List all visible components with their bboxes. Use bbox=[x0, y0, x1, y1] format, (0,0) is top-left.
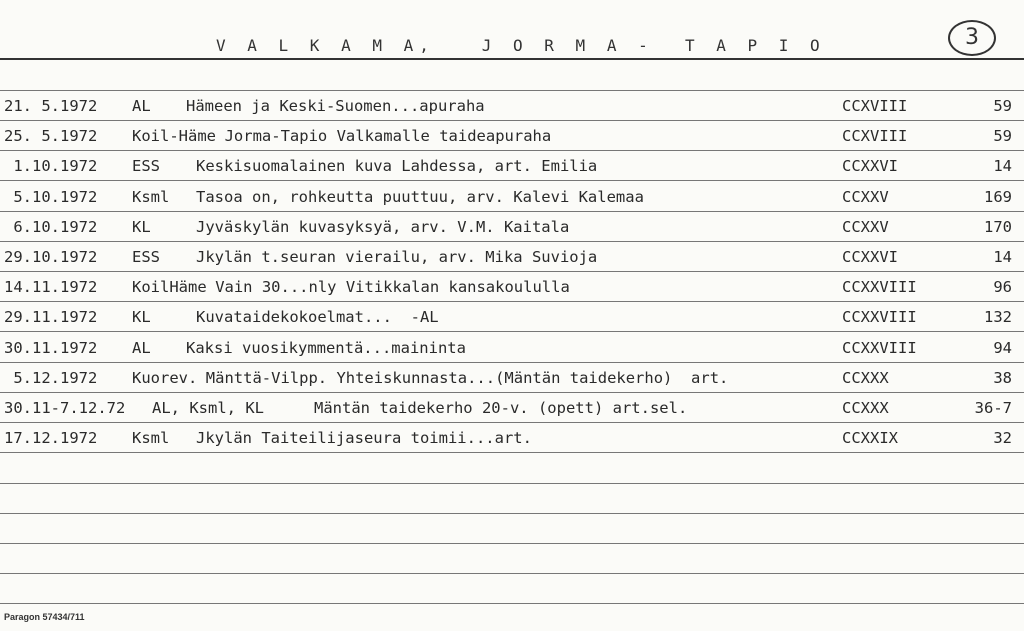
entry-date: 29.10.1972 bbox=[4, 248, 98, 266]
entry-text: Jkylän Taiteilijaseura toimii...art. bbox=[196, 429, 532, 447]
entry-page: 132 bbox=[984, 308, 1012, 326]
entry-text: Jyväskylän kuvasyksyä, arv. V.M. Kaitala bbox=[196, 218, 570, 236]
entry-volume: CCXXVIII bbox=[842, 308, 917, 326]
entry-text: Tasoa on, rohkeutta puuttuu, arv. Kalevi Kalemaa bbox=[196, 188, 644, 206]
entry-page: 96 bbox=[993, 278, 1012, 296]
entry-volume: CCXXIX bbox=[842, 429, 898, 447]
entry-volume: CCXXX bbox=[842, 399, 889, 417]
entry-page: 14 bbox=[993, 248, 1012, 266]
entry-page: 32 bbox=[993, 429, 1012, 447]
entry-page: 59 bbox=[993, 127, 1012, 145]
entry-text: Kaksi vuosikymmentä...maininta bbox=[186, 339, 466, 357]
entry-volume: CCXXVI bbox=[842, 248, 898, 266]
table-row bbox=[0, 152, 1024, 182]
table-row bbox=[0, 92, 1024, 122]
entry-page: 169 bbox=[984, 188, 1012, 206]
print-mark: Paragon 57434/711 bbox=[4, 612, 85, 622]
entry-source: ESS bbox=[132, 248, 160, 266]
entry-date: 5.10.1972 bbox=[4, 188, 98, 206]
entry-text: Mänttä-Vilpp. Yhteiskunnasta...(Mäntän taidekerho) art. bbox=[205, 369, 729, 387]
entry-source: KoilHäme bbox=[132, 278, 207, 296]
row-rule bbox=[0, 331, 1024, 332]
entry-source: Ksml bbox=[132, 429, 170, 447]
table-row bbox=[0, 122, 1024, 152]
entry-text: Kuvataidekokoelmat... -AL bbox=[196, 308, 439, 326]
empty-rule bbox=[0, 573, 1024, 574]
table-row bbox=[0, 183, 1024, 213]
table-row bbox=[0, 273, 1024, 303]
entry-page: 170 bbox=[984, 218, 1012, 236]
entry-volume: CCXVIII bbox=[842, 97, 908, 115]
table-row bbox=[0, 394, 1024, 424]
entry-page: 36-7 bbox=[974, 399, 1012, 417]
entry-text: Jkylän t.seuran vierailu, arv. Mika Suvioja bbox=[196, 248, 598, 266]
entry-source: AL, Ksml, KL bbox=[152, 399, 264, 417]
entry-text: Hämeen ja Keski-Suomen...apuraha bbox=[186, 97, 485, 115]
header-rule bbox=[0, 58, 1024, 60]
entry-volume: CCXXVI bbox=[842, 157, 898, 175]
row-rule bbox=[0, 362, 1024, 363]
entry-date: 17.12.1972 bbox=[4, 429, 98, 447]
entry-source: Koil-Häme bbox=[132, 127, 216, 145]
row-rule bbox=[0, 271, 1024, 272]
entry-text: Jorma-Tapio Valkamalle taideapuraha bbox=[224, 127, 552, 145]
table-row bbox=[0, 334, 1024, 364]
entry-source: Kuorev. bbox=[132, 369, 198, 387]
row-rule bbox=[0, 120, 1024, 121]
entry-date: 25. 5.1972 bbox=[4, 127, 98, 145]
entry-text: Vain 30...nly Vitikkalan kansakoululla bbox=[215, 278, 570, 296]
entry-volume: CCXVIII bbox=[842, 127, 908, 145]
table-row bbox=[0, 424, 1024, 454]
empty-rule bbox=[0, 483, 1024, 484]
entry-page: 38 bbox=[993, 369, 1012, 387]
table-row bbox=[0, 243, 1024, 273]
empty-rule bbox=[0, 543, 1024, 544]
entry-date: 29.11.1972 bbox=[4, 308, 98, 326]
row-rule bbox=[0, 452, 1024, 453]
entry-source: KL bbox=[132, 308, 151, 326]
entry-date: 30.11-7.12.72 bbox=[4, 399, 126, 417]
entry-volume: CCXXV bbox=[842, 218, 889, 236]
entry-date: 5.12.1972 bbox=[4, 369, 98, 387]
row-rule bbox=[0, 241, 1024, 242]
row-rule bbox=[0, 301, 1024, 302]
entry-page: 59 bbox=[993, 97, 1012, 115]
empty-rule bbox=[0, 603, 1024, 604]
table-row bbox=[0, 213, 1024, 243]
entry-source: AL bbox=[132, 339, 151, 357]
header-rule-secondary bbox=[0, 90, 1024, 91]
table-row bbox=[0, 303, 1024, 333]
entry-date: 30.11.1972 bbox=[4, 339, 98, 357]
row-rule bbox=[0, 211, 1024, 212]
row-rule bbox=[0, 392, 1024, 393]
entry-text: Mäntän taidekerho 20-v. (opett) art.sel. bbox=[314, 399, 688, 417]
entry-source: AL bbox=[132, 97, 151, 115]
row-rule bbox=[0, 150, 1024, 151]
empty-rule bbox=[0, 513, 1024, 514]
entry-source: KL bbox=[132, 218, 151, 236]
entry-source: Ksml bbox=[132, 188, 170, 206]
entry-date: 21. 5.1972 bbox=[4, 97, 98, 115]
entry-volume: CCXXX bbox=[842, 369, 889, 387]
entry-source: ESS bbox=[132, 157, 160, 175]
entry-date: 1.10.1972 bbox=[4, 157, 98, 175]
row-rule bbox=[0, 422, 1024, 423]
entry-volume: CCXXV bbox=[842, 188, 889, 206]
row-rule bbox=[0, 180, 1024, 181]
entry-page: 14 bbox=[993, 157, 1012, 175]
entry-date: 14.11.1972 bbox=[4, 278, 98, 296]
entry-page: 94 bbox=[993, 339, 1012, 357]
card-title: V A L K A M A, J O R M A - T A P I O bbox=[216, 36, 826, 55]
entry-text: Keskisuomalainen kuva Lahdessa, art. Emilia bbox=[196, 157, 598, 175]
entry-volume: CCXXVIII bbox=[842, 278, 917, 296]
table-row bbox=[0, 364, 1024, 394]
entry-volume: CCXXVIII bbox=[842, 339, 917, 357]
card-number-circle: 3 bbox=[948, 20, 996, 56]
entry-date: 6.10.1972 bbox=[4, 218, 98, 236]
